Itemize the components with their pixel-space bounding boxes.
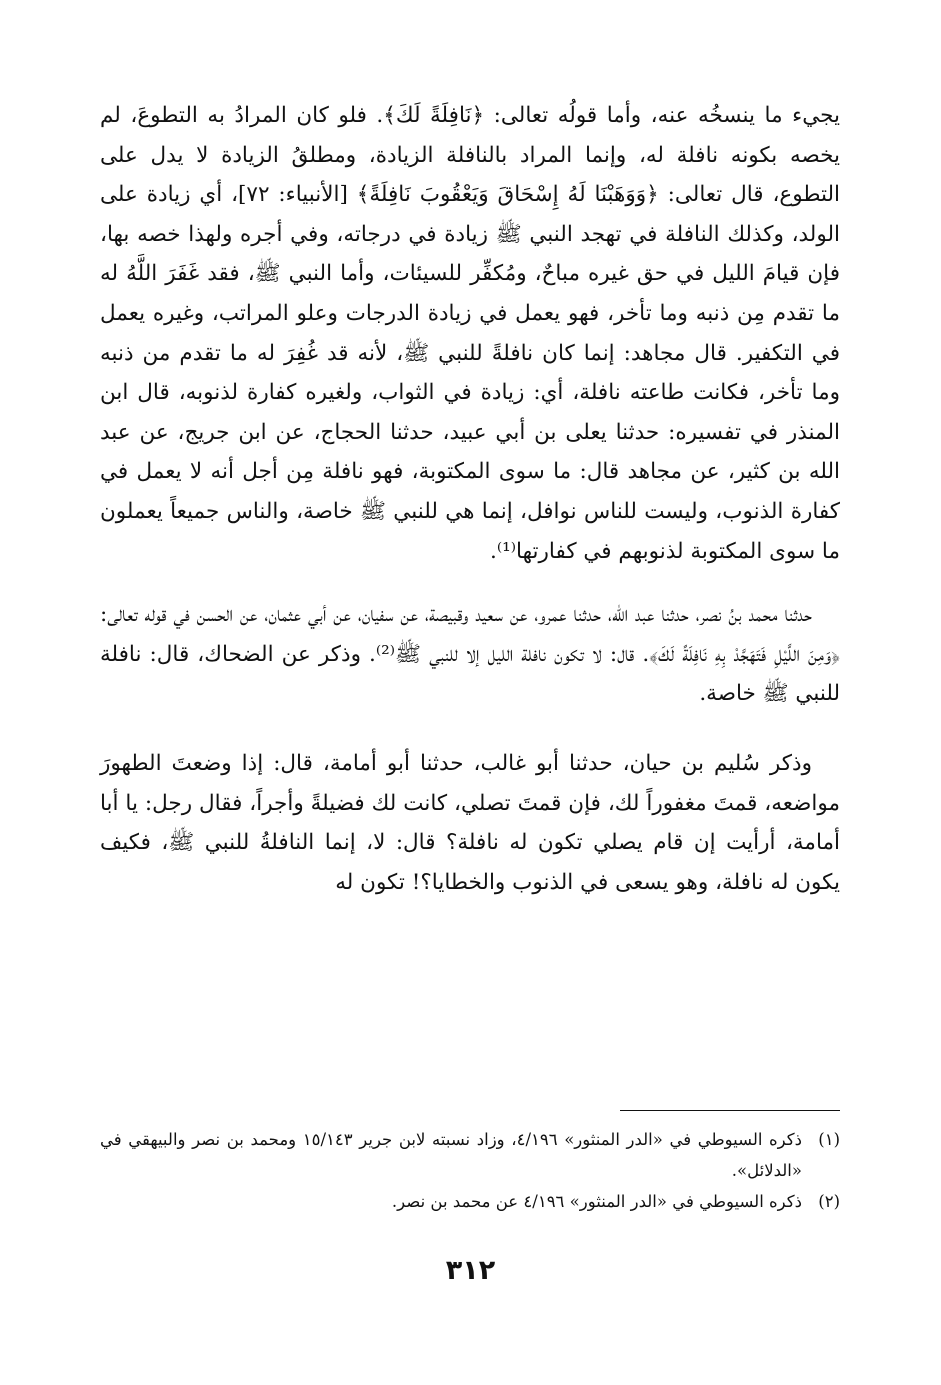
footnote-2 <box>100 1186 840 1217</box>
paragraph-2: حدثنا محمد بنُ نصر، حدثنا عبد الله، حدثنا عمرو، عن سعيد وقبيصة، عن سفيان، عن أبي عثمان، عن الحسن في قوله تعالى: ﴿وَمِنَ اللَّيْلِ فَتَهَجَّدْ بِهِ نَافِلَةً لَكَ﴾. قال: لا تكون نافلة الليل إلا للنبي ﷺ⁽²⁾. وذكر عن الضحاك، قال: نافلة للنبي ﷺ خاصة. <box>100 602 840 707</box>
footnote-text: ذكره السيوطي في «الدر المنثور» ٤/١٩٦ عن محمد بن نصر. <box>391 1192 802 1211</box>
paragraph-3: وذكر سُليم بن حيان، حدثنا أبو غالب، حدثنا أبو أمامة، قال: إذا وضعتَ الطهورَ مواضعه، قمتَ مغفوراً لك، فإن قمتَ تصلي، كانت لك فضيلةً وأجراً، فقال رجل: يا أبا أمامة، أرأيت إن قام يصلي تكون له نافلة؟ قال: لا، إنما النافلةُ للنبي ﷺ، فكيف يكون له نافلة، وهو يسعى في الذنوب والخطايا؟! تكون له <box>100 750 840 895</box>
footnote-number: (١) <box>818 1130 840 1149</box>
paragraph-1: يجيء ما ينسخُه عنه، وأما قولُه تعالى: ﴿نَافِلَةً لَكَ﴾. فلو كان المرادُ به التطوعَ، لم يخصه بكونه نافلة له، وإنما المراد بالنافلة الزيادة، ومطلقُ الزيادة لا يدل على التطوع، قال تعالى: ﴿وَوَهَبْنَا لَهُ إِسْحَاقَ وَيَعْقُوبَ نَافِلَةً﴾ [الأنبياء: ٧٢]، أي زيادة على الولد، وكذلك النافلة في تهجد النبي ﷺ زيادة في درجاته، وفي أجره ولهذا خصه بها، فإن قيامَ الليل في حق غيره مباحٌ، ومُكفِّر للسيئات، وأما النبي ﷺ، فقد غَفَرَ اللَّهُ له ما تقدم مِن ذنبه وما تأخر، فهو يعمل في زيادة الدرجات وعلو المراتب، وغيره يعمل في التكفير. قال مجاهد: إنما كان نافلةً للنبي ﷺ، لأنه قد غُفِرَ له ما تقدم من ذنبه وما تأخر، فكانت طاعته نافلة، أي: زيادة في الثواب، ولغيره كفارة لذنوبه، قال ابن المنذر في تفسيره: حدثنا يعلى بن أبي عبيد، حدثنا الحجاج، عن ابن جريج، عن عبد الله بن كثير، عن مجاهد قال: ما سوى المكتوبة، فهو نافلة مِن أجل أنه لا يعمل في كفارة الذنوب، وليست للناس نوافل، إنما هي للنبي ﷺ خاصة، والناس جميعاً يعملون ما سوى المكتوبة لذنوبهم في كفارتها⁽¹⁾. <box>100 103 840 564</box>
page-number: ٣١٢ <box>445 1255 496 1286</box>
footnote-1 <box>100 1124 840 1186</box>
paragraph-gap <box>100 714 840 744</box>
page-body <box>100 96 840 902</box>
footnote-separator <box>620 1110 840 1111</box>
footnotes <box>100 1124 840 1217</box>
footnote-text: ذكره السيوطي في «الدر المنثور» ٤/١٩٦، وزاد نسبته لابن جرير ١٥/١٤٣ ومحمد بن نصر والبيهقي في «الدلائل». <box>100 1130 802 1180</box>
footnote-number: (٢) <box>818 1192 840 1211</box>
paragraph-gap <box>100 571 840 595</box>
